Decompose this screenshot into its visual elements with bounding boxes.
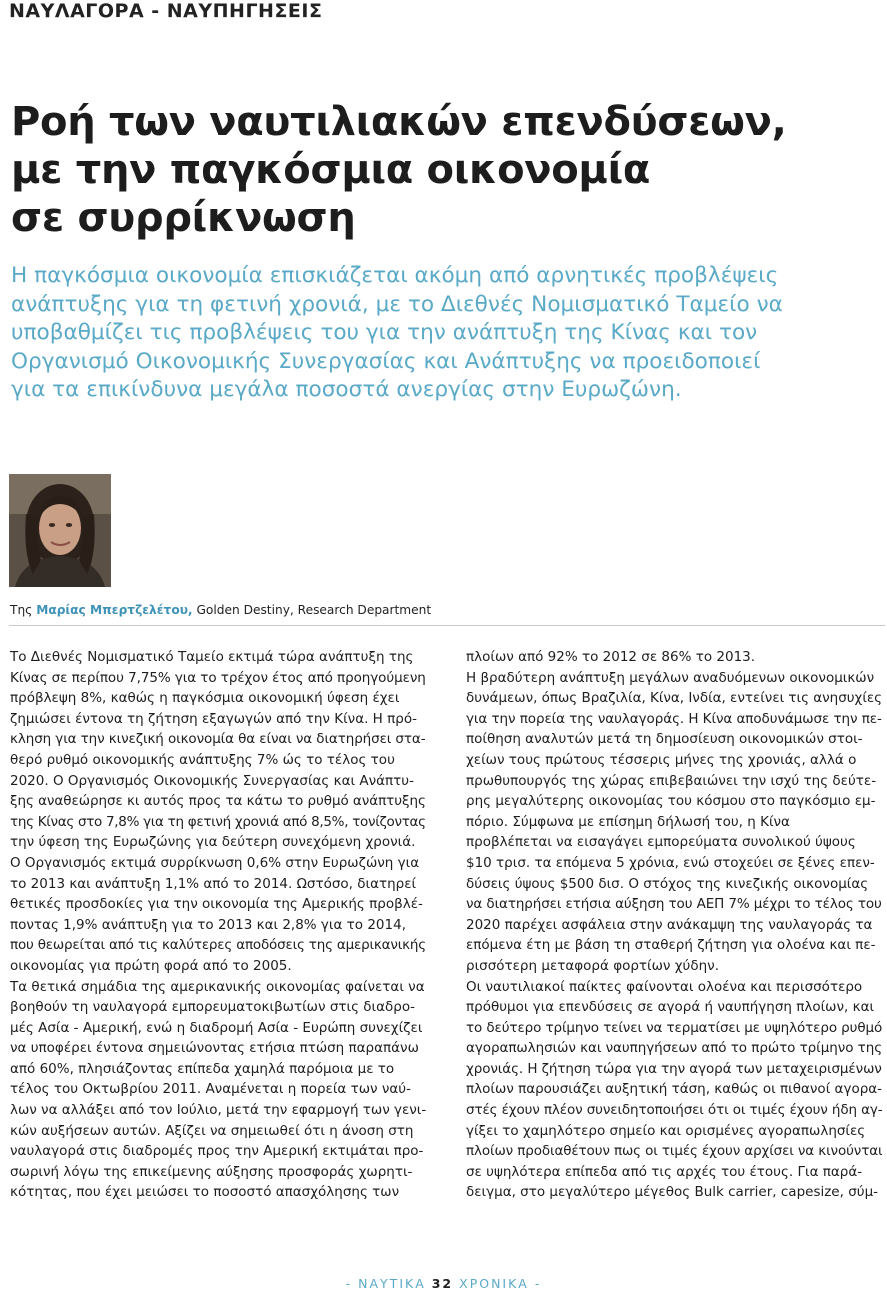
body-line: το δεύτερο τρίμηνο τείνει να τερματίσει με υψηλότερο ρυθμό xyxy=(466,1019,883,1036)
body-line: μές Ασία - Αμερική, ενώ η διαδρομή Ασία - Ευρώπη συνεχίζει xyxy=(10,1019,423,1036)
body-line: οικονομίας για πρώτη φορά από το 2005. xyxy=(10,957,292,974)
body-line: ναυλαγορά στις διαδρομές προς την Αμερική εκτιμάται προ- xyxy=(10,1143,424,1160)
body-line: κών αυξήσεων αυτών. Αξίζει να σημειωθεί ότι η άνοση στη xyxy=(10,1122,414,1139)
body-line: ζημιώσει έντονα τη ζήτηση εξαγωγών από την Κίνα. Η πρό- xyxy=(10,710,417,727)
body-line: τέλος του Οκτωβρίου 2011. Αναμένεται η πορεία των ναύ- xyxy=(10,1081,411,1098)
title-line: σε συρρίκνωση xyxy=(11,195,356,241)
body-line: δύσεις ύψους $500 δισ. Ο στόχος της κινεζικής οικονομίας xyxy=(466,875,869,892)
body-line: Ο Οργανισμός εκτιμά συρρίκνωση 0,6% στην Ευρωζώνη για xyxy=(10,854,420,871)
body-line: βοηθούν τη ναυλαγορά εμπορευματοκιβωτίων στις διαδρο- xyxy=(10,999,415,1016)
body-line: που θεωρείται από τις καλύτερες αποδόσεις της αμερικανικής xyxy=(10,937,426,954)
body-line: από 60%, πλησιάζοντας επίπεδα χαμηλά παρόμοια με το xyxy=(10,1060,395,1077)
body-line: να διατηρήσει ετήσια αύξηση του ΑΕΠ 7% μέχρι το τέλος του xyxy=(466,896,882,913)
body-line: ξης αναθεώρησε κι αυτός προς τα κάτω το ρυθμό ανάπτυξης xyxy=(10,793,426,810)
body-line: $10 τρισ. τα επόμενα 5 χρόνια, ενώ στοχεύει σε ξένες επεν- xyxy=(466,854,875,871)
body-line: κληση για την κινεζική οικονομία θα είναι να διατηρήσει στα- xyxy=(10,731,426,748)
lede-line: για τα επικίνδυνα μεγάλα ποσοστά ανεργίας στην Ευρωζώνη. xyxy=(11,377,682,403)
lede-line: ανάπτυξης για τη φετινή χρονιά, με το Διεθνές Νομισματικό Ταμείο να xyxy=(11,291,783,317)
body-line: αγοραπωλησιών και ναυπηγήσεων από το πρώτο τρίμηνο της xyxy=(466,1040,883,1057)
body-line: στές έχουν πλέον συνειδητοποιήσει ότι οι τιμές έχουν ήδη αγ- xyxy=(466,1102,883,1119)
body-line: πλοίων προδιαθέτουν πως οι τιμές έχουν αρχίσει να κινούνται xyxy=(466,1143,883,1160)
author-name: Μαρίας Μπερτζελέτου, xyxy=(36,603,193,617)
body-line: Τα θετικά σημάδια της αμερικανικής οικονομίας φαίνεται να xyxy=(10,978,425,995)
body-line: θερό ρυθμό οικονομικής ανάπτυξης 7% ώς το τέλος του xyxy=(10,751,395,768)
body-line: της Κίνας στο 7,8% για τη φετινή χρονιά από 8,5%, τονίζοντας xyxy=(10,813,426,830)
body-line: 2020 παρέχει ασφάλεια στην ανάκαμψη της ναυλαγοράς τα xyxy=(466,916,873,933)
article-title xyxy=(11,98,881,242)
body-line: σε υψηλότερα επίπεδα από τις αρχές του έτους. Για παρά- xyxy=(466,1163,863,1180)
body-line: για την πορεία της ναυλαγοράς. Η Κίνα αποδυνάμωσε την πε- xyxy=(466,710,882,727)
body-line: την ύφεση της Ευρωζώνης για δεύτερη συνεχόμενη χρονιά. xyxy=(10,834,416,851)
body-line: προβλέπεται να εισαγάγει εμπορεύματα συνολικού ύψους xyxy=(466,834,856,851)
body-line: Η βραδύτερη ανάπτυξη μεγάλων αναδυόμενων οικονομικών xyxy=(466,669,875,686)
body-line: πρόθυμοι για επενδύσεις σε αγορά ή ναυπήγηση πλοίων, και xyxy=(466,999,875,1016)
body-line: κότητας, που έχει μειώσει το ποσοστό απασχόλησης των xyxy=(10,1184,400,1201)
page-footer xyxy=(0,1276,887,1291)
body-line: πρωθυπουργός της χώρας επιβεβαιώνει την ισχύ της δεύτε- xyxy=(466,772,877,789)
body-line: επόμενα έτη με βάση τη σταθερή ζήτηση για ολοένα και πε- xyxy=(466,937,876,954)
body-line: ποίθηση αναλυτών μετά τη δημοσίευση οικονομικών στοι- xyxy=(466,731,863,748)
lede-line: υποβαθμίζει τις προβλέψεις του για την ανάπτυξη της Κίνας και τον xyxy=(11,320,758,346)
article-lede xyxy=(11,262,881,405)
body-line: πόριο. Σύμφωνα με επίσημη δήλωσή του, η Κίνα xyxy=(466,813,790,830)
lede-line: Η παγκόσμια οικονομία επισκιάζεται ακόμη από αρνητικές προβλέψεις xyxy=(11,263,779,288)
section-header: ΝΑΥΛΑΓΟΡΑ - ΝΑΥΠΗΓΗΣΕΙΣ xyxy=(9,0,323,22)
body-line: λων να αλλάξει από τον Ιούλιο, μετά την εφαρμογή των γενι- xyxy=(10,1102,427,1119)
body-column-left xyxy=(10,647,426,1203)
body-column-right xyxy=(466,647,882,1203)
body-line: γίξει το χαμηλότερο σημείο και ορισμένες αγοραπωλησίες xyxy=(466,1122,866,1139)
byline xyxy=(10,603,431,617)
footer-left: - ΝΑΥΤΙΚΑ xyxy=(345,1276,426,1291)
body-line: να υποφέρει έντονα σημειώνοντας ετήσια πτώση παραπάνω xyxy=(10,1040,419,1057)
body-line: θετικές προσδοκίες για την οικονομία της Αμερικής προβλέ- xyxy=(10,896,423,913)
body-line: Κίνας σε περίπου 7,75% για το τρέχον έτος από προηγούμενη xyxy=(10,669,426,686)
author-portrait-icon xyxy=(9,474,111,587)
body-line: ποντας 1,9% ανάπτυξη για το 2013 και 2,8% για το 2014, xyxy=(10,916,406,933)
author-affiliation: Golden Destiny, Research Department xyxy=(196,603,432,617)
body-line: δυνάμεων, όπως Βραζιλία, Κίνα, Ινδία, εντείνει τις ανησυχίες xyxy=(466,690,883,707)
author-photo xyxy=(9,474,111,587)
body-line: Το Διεθνές Νομισματικό Ταμείο εκτιμά τώρα ανάπτυξη της xyxy=(10,649,414,665)
byline-prefix: Της xyxy=(10,603,33,617)
title-line: Ροή των ναυτιλιακών επενδύσεων, xyxy=(11,99,787,145)
body-line: δειγμα, στο μεγαλύτερο μέγεθος Bulk carrier, capesize, σύμ- xyxy=(466,1184,879,1201)
title-line: με την παγκόσμια οικονομία xyxy=(11,147,651,193)
body-line: ρης μεγαλύτερης οικονομίας του κόσμου στο παγκόσμιο εμ- xyxy=(466,793,876,810)
body-line: χρονιάς. Η ζήτηση τώρα για την αγορά των μεταχειρισμένων xyxy=(466,1060,882,1077)
body-line: χείων τους πρώτους τέσσερις μήνες της χρονιάς, αλλά ο xyxy=(466,751,857,768)
body-line: ρισσότερη μεταφορά φορτίων χύδην. xyxy=(466,957,720,974)
page-number: 32 xyxy=(431,1276,454,1291)
lede-line: Οργανισμό Οικονομικής Συνεργασίας και Ανάπτυξης να προειδοποιεί xyxy=(11,348,761,374)
body-line: πλοίων από 92% το 2012 σε 86% το 2013. xyxy=(466,649,756,665)
body-line: το 2013 και ανάπτυξη 1,1% από το 2014. Ωστόσο, διατηρεί xyxy=(10,875,417,892)
body-line: 2020. Ο Οργανισμός Οικονομικής Συνεργασίας και Ανάπτυ- xyxy=(10,772,414,789)
footer-right: ΧΡΟΝΙΚΑ - xyxy=(459,1276,542,1291)
divider xyxy=(9,625,885,626)
body-line: πλοίων παρουσιάζει αυξητική τάση, καθώς οι πιθανοί αγορα- xyxy=(466,1081,883,1098)
body-line: πρόβλεψη 8%, καθώς η παγκόσμια οικονομική ύφεση έχει xyxy=(10,690,400,707)
body-line: Οι ναυτιλιακοί παίκτες φαίνονται ολοένα και περισσότερο xyxy=(466,978,863,995)
body-line: σωρινή λόγω της επικείμενης αύξησης προσφοράς χωρητι- xyxy=(10,1163,413,1180)
